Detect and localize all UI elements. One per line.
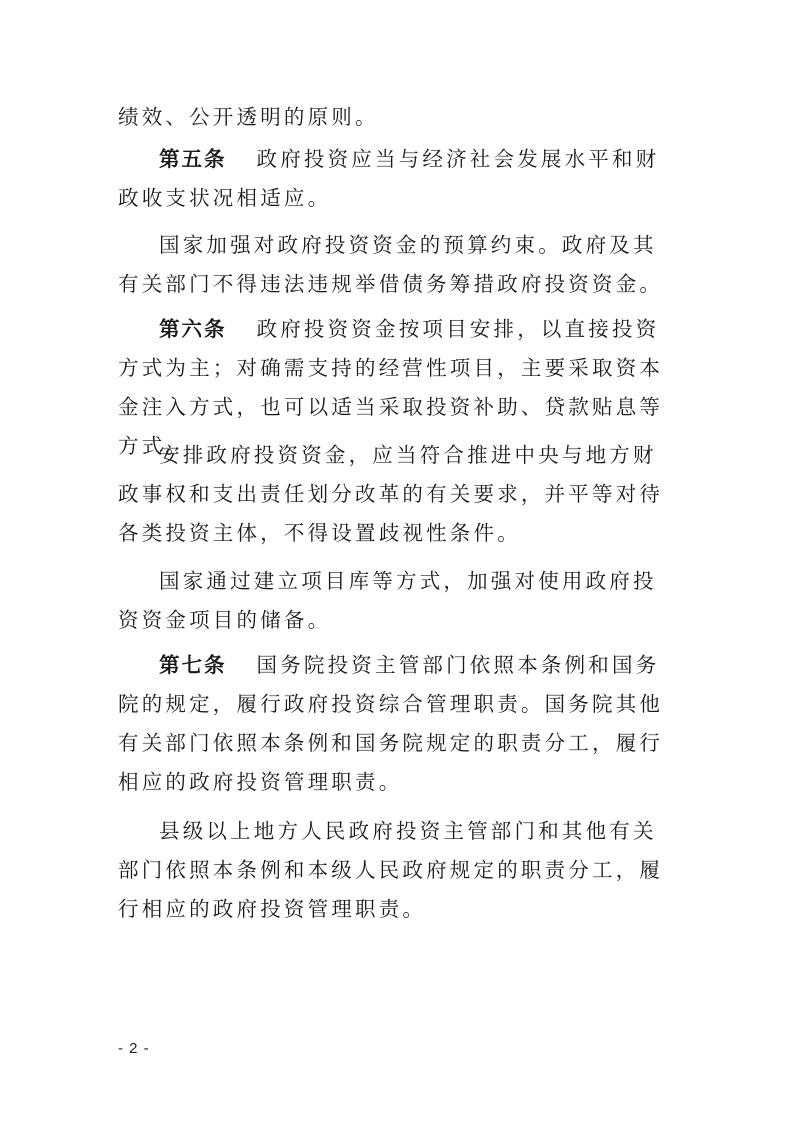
article-heading: 第六条: [159, 317, 227, 341]
paragraph-text: 政府投资资金按项目安排，以直接投资方式为主；对确需支持的经营性项目，主要采取资本金注入方式，也可以适当采取投资补助、贷款贴息等方式。: [118, 317, 664, 458]
paragraph-budget-constraint: [118, 226, 678, 304]
article-heading: 第七条: [159, 653, 227, 677]
paragraph-text: 县级以上地方人民政府投资主管部门和其他有关部门依照本条例和本级人民政府规定的职责分工，履行相应的政府投资管理职责。: [118, 819, 664, 921]
paragraph-text: 安排政府投资资金，应当符合推进中央与地方财政事权和支出责任划分改革的有关要求，并平等对待各类投资主体，不得设置歧视性条件。: [118, 443, 664, 545]
paragraph-text: 国家加强对政府投资资金的预算约束。政府及其有关部门不得违法违规举借债务筹措政府投资资金。: [118, 233, 664, 296]
paragraph-text: 国务院投资主管部门依照本条例和国务院的规定，履行政府投资综合管理职责。国务院其他有关部门依照本条例和国务院规定的职责分工，履行相应的政府投资管理职责。: [118, 653, 664, 794]
paragraph-article-5: [118, 140, 678, 218]
paragraph-article-7: [118, 646, 678, 802]
paragraph-text: 政府投资应当与经济社会发展水平和财政收支状况相适应。: [118, 147, 660, 210]
paragraph-project-library: [118, 562, 678, 640]
paragraph-text: 绩效、公开透明的原则。: [118, 105, 379, 129]
page-number: - 2 -: [118, 1040, 150, 1057]
paragraph-fund-arrangement: [118, 436, 678, 553]
paragraph-text: 国家通过建立项目库等方式，加强对使用政府投资资金项目的储备。: [118, 569, 657, 632]
article-heading: 第五条: [159, 147, 227, 171]
paragraph-local-government: [118, 812, 678, 929]
paragraph-intro-continuation: [118, 98, 678, 137]
